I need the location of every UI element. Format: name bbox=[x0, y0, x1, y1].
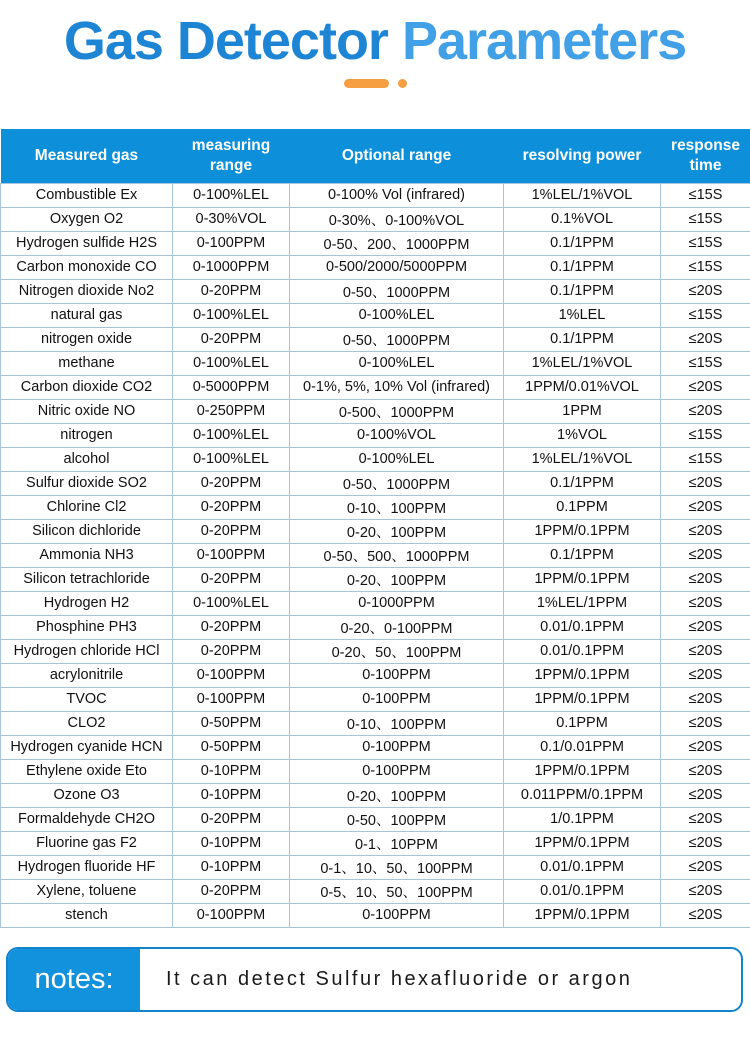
cell-measured-gas: Hydrogen fluoride HF bbox=[1, 855, 173, 879]
cell-resolving-power: 0.01/0.1PPM bbox=[504, 855, 661, 879]
cell-measuring-range: 0-20PPM bbox=[173, 879, 290, 903]
table-row bbox=[1, 639, 750, 663]
cell-response-time: ≤15S bbox=[661, 423, 750, 447]
cell-resolving-power: 0.01/0.1PPM bbox=[504, 615, 661, 639]
cell-resolving-power: 0.011PPM/0.1PPM bbox=[504, 783, 661, 807]
cell-measured-gas: Nitric oxide NO bbox=[1, 399, 173, 423]
cell-resolving-power: 0.1/1PPM bbox=[504, 327, 661, 351]
cell-optional-range: 0-30%、0-100%VOL bbox=[290, 207, 504, 231]
cell-response-time: ≤20S bbox=[661, 591, 750, 615]
cell-measuring-range: 0-10PPM bbox=[173, 855, 290, 879]
cell-measured-gas: Nitrogen dioxide No2 bbox=[1, 279, 173, 303]
cell-resolving-power: 0.1/1PPM bbox=[504, 471, 661, 495]
cell-measured-gas: nitrogen bbox=[1, 423, 173, 447]
cell-optional-range: 0-50、500、1000PPM bbox=[290, 543, 504, 567]
cell-optional-range: 0-500、1000PPM bbox=[290, 399, 504, 423]
table-row bbox=[1, 735, 750, 759]
cell-response-time: ≤20S bbox=[661, 615, 750, 639]
cell-resolving-power: 0.1/0.01PPM bbox=[504, 735, 661, 759]
notes-label: notes: bbox=[8, 949, 140, 1010]
cell-measuring-range: 0-100PPM bbox=[173, 231, 290, 255]
cell-measured-gas: Fluorine gas F2 bbox=[1, 831, 173, 855]
cell-optional-range: 0-1%, 5%, 10% Vol (infrared) bbox=[290, 375, 504, 399]
cell-resolving-power: 1%VOL bbox=[504, 423, 661, 447]
cell-measuring-range: 0-30%VOL bbox=[173, 207, 290, 231]
gas-parameters-table bbox=[0, 129, 750, 928]
cell-measuring-range: 0-100PPM bbox=[173, 687, 290, 711]
table-row bbox=[1, 567, 750, 591]
cell-measured-gas: Ammonia NH3 bbox=[1, 543, 173, 567]
cell-measured-gas: natural gas bbox=[1, 303, 173, 327]
cell-optional-range: 0-50、100PPM bbox=[290, 807, 504, 831]
cell-response-time: ≤20S bbox=[661, 663, 750, 687]
cell-measuring-range: 0-20PPM bbox=[173, 639, 290, 663]
cell-resolving-power: 0.1/1PPM bbox=[504, 255, 661, 279]
cell-response-time: ≤20S bbox=[661, 543, 750, 567]
cell-optional-range: 0-100% Vol (infrared) bbox=[290, 183, 504, 207]
table-row bbox=[1, 447, 750, 471]
cell-response-time: ≤15S bbox=[661, 231, 750, 255]
cell-optional-range: 0-10、100PPM bbox=[290, 495, 504, 519]
cell-resolving-power: 1PPM/0.1PPM bbox=[504, 831, 661, 855]
table-row bbox=[1, 543, 750, 567]
cell-optional-range: 0-1、10PPM bbox=[290, 831, 504, 855]
table-row bbox=[1, 231, 750, 255]
cell-measured-gas: CLO2 bbox=[1, 711, 173, 735]
cell-optional-range: 0-100PPM bbox=[290, 759, 504, 783]
cell-measured-gas: Carbon dioxide CO2 bbox=[1, 375, 173, 399]
cell-measuring-range: 0-100%LEL bbox=[173, 423, 290, 447]
column-header-measuring-range: measuring range bbox=[173, 129, 290, 183]
cell-measured-gas: acrylonitrile bbox=[1, 663, 173, 687]
cell-measuring-range: 0-100%LEL bbox=[173, 183, 290, 207]
page-title-part-1: Gas Detector bbox=[63, 11, 388, 71]
table-row bbox=[1, 591, 750, 615]
cell-response-time: ≤20S bbox=[661, 783, 750, 807]
page-title-part-2: Parameters bbox=[401, 11, 687, 71]
table-row bbox=[1, 711, 750, 735]
cell-response-time: ≤20S bbox=[661, 855, 750, 879]
cell-measuring-range: 0-20PPM bbox=[173, 471, 290, 495]
cell-response-time: ≤20S bbox=[661, 807, 750, 831]
cell-measured-gas: Hydrogen chloride HCl bbox=[1, 639, 173, 663]
cell-optional-range: 0-20、0-100PPM bbox=[290, 615, 504, 639]
cell-resolving-power: 1PPM/0.1PPM bbox=[504, 663, 661, 687]
cell-optional-range: 0-1、10、50、100PPM bbox=[290, 855, 504, 879]
cell-optional-range: 0-100PPM bbox=[290, 663, 504, 687]
cell-resolving-power: 0.1/1PPM bbox=[504, 279, 661, 303]
cell-measuring-range: 0-100%LEL bbox=[173, 591, 290, 615]
cell-measured-gas: Xylene, toluene bbox=[1, 879, 173, 903]
table-row bbox=[1, 831, 750, 855]
cell-response-time: ≤20S bbox=[661, 567, 750, 591]
cell-measuring-range: 0-250PPM bbox=[173, 399, 290, 423]
cell-optional-range: 0-10、100PPM bbox=[290, 711, 504, 735]
table-row bbox=[1, 183, 750, 207]
cell-measured-gas: Phosphine PH3 bbox=[1, 615, 173, 639]
table-row bbox=[1, 687, 750, 711]
cell-resolving-power: 0.01/0.1PPM bbox=[504, 639, 661, 663]
cell-measured-gas: methane bbox=[1, 351, 173, 375]
cell-resolving-power: 1PPM/0.1PPM bbox=[504, 567, 661, 591]
table-row bbox=[1, 255, 750, 279]
cell-measuring-range: 0-10PPM bbox=[173, 759, 290, 783]
cell-resolving-power: 1/0.1PPM bbox=[504, 807, 661, 831]
cell-measured-gas: Ethylene oxide Eto bbox=[1, 759, 173, 783]
cell-optional-range: 0-100PPM bbox=[290, 735, 504, 759]
cell-measuring-range: 0-1000PPM bbox=[173, 255, 290, 279]
cell-optional-range: 0-100%LEL bbox=[290, 351, 504, 375]
cell-response-time: ≤15S bbox=[661, 447, 750, 471]
cell-measured-gas: nitrogen oxide bbox=[1, 327, 173, 351]
column-header-resolving-power: resolving power bbox=[504, 129, 661, 183]
column-header-response-time: response time bbox=[661, 129, 750, 183]
cell-response-time: ≤15S bbox=[661, 303, 750, 327]
cell-response-time: ≤20S bbox=[661, 687, 750, 711]
title-underline bbox=[0, 78, 750, 88]
cell-resolving-power: 0.1/1PPM bbox=[504, 543, 661, 567]
cell-response-time: ≤20S bbox=[661, 735, 750, 759]
cell-resolving-power: 1%LEL bbox=[504, 303, 661, 327]
cell-resolving-power: 0.1PPM bbox=[504, 495, 661, 519]
table-row bbox=[1, 759, 750, 783]
table-row bbox=[1, 807, 750, 831]
cell-measured-gas: Oxygen O2 bbox=[1, 207, 173, 231]
cell-response-time: ≤20S bbox=[661, 399, 750, 423]
cell-optional-range: 0-500/2000/5000PPM bbox=[290, 255, 504, 279]
cell-measuring-range: 0-20PPM bbox=[173, 495, 290, 519]
cell-resolving-power: 1%LEL/1%VOL bbox=[504, 351, 661, 375]
cell-optional-range: 0-50、1000PPM bbox=[290, 327, 504, 351]
cell-response-time: ≤15S bbox=[661, 183, 750, 207]
table-row bbox=[1, 855, 750, 879]
cell-optional-range: 0-50、1000PPM bbox=[290, 471, 504, 495]
table-row bbox=[1, 903, 750, 927]
cell-measuring-range: 0-100%LEL bbox=[173, 303, 290, 327]
page-title bbox=[0, 10, 750, 72]
cell-response-time: ≤15S bbox=[661, 207, 750, 231]
cell-measured-gas: Sulfur dioxide SO2 bbox=[1, 471, 173, 495]
cell-optional-range: 0-20、50、100PPM bbox=[290, 639, 504, 663]
table-row bbox=[1, 279, 750, 303]
table-row bbox=[1, 879, 750, 903]
cell-measuring-range: 0-20PPM bbox=[173, 807, 290, 831]
table-row bbox=[1, 375, 750, 399]
table-row bbox=[1, 351, 750, 375]
cell-response-time: ≤20S bbox=[661, 279, 750, 303]
cell-measured-gas: Chlorine Cl2 bbox=[1, 495, 173, 519]
table-body bbox=[1, 183, 750, 927]
table-header-row bbox=[1, 129, 750, 183]
cell-response-time: ≤20S bbox=[661, 375, 750, 399]
cell-response-time: ≤20S bbox=[661, 711, 750, 735]
cell-resolving-power: 0.1PPM bbox=[504, 711, 661, 735]
cell-measured-gas: alcohol bbox=[1, 447, 173, 471]
cell-measuring-range: 0-20PPM bbox=[173, 279, 290, 303]
cell-measuring-range: 0-20PPM bbox=[173, 519, 290, 543]
title-underline-pill-accent bbox=[344, 79, 389, 88]
cell-measuring-range: 0-50PPM bbox=[173, 735, 290, 759]
column-header-measured-gas: Measured gas bbox=[1, 129, 173, 183]
cell-resolving-power: 1%LEL/1%VOL bbox=[504, 183, 661, 207]
cell-optional-range: 0-50、1000PPM bbox=[290, 279, 504, 303]
cell-measuring-range: 0-100PPM bbox=[173, 543, 290, 567]
table-row bbox=[1, 663, 750, 687]
table-row bbox=[1, 399, 750, 423]
cell-optional-range: 0-20、100PPM bbox=[290, 519, 504, 543]
cell-resolving-power: 1PPM/0.1PPM bbox=[504, 759, 661, 783]
cell-measuring-range: 0-20PPM bbox=[173, 327, 290, 351]
cell-measured-gas: Combustible Ex bbox=[1, 183, 173, 207]
cell-resolving-power: 0.1/1PPM bbox=[504, 231, 661, 255]
cell-measuring-range: 0-100PPM bbox=[173, 663, 290, 687]
cell-measuring-range: 0-100%LEL bbox=[173, 447, 290, 471]
column-header-optional-range: Optional range bbox=[290, 129, 504, 183]
cell-response-time: ≤20S bbox=[661, 639, 750, 663]
cell-measuring-range: 0-50PPM bbox=[173, 711, 290, 735]
cell-response-time: ≤15S bbox=[661, 255, 750, 279]
cell-resolving-power: 1PPM/0.1PPM bbox=[504, 519, 661, 543]
cell-response-time: ≤20S bbox=[661, 495, 750, 519]
cell-response-time: ≤20S bbox=[661, 327, 750, 351]
cell-optional-range: 0-1000PPM bbox=[290, 591, 504, 615]
cell-resolving-power: 1%LEL/1PPM bbox=[504, 591, 661, 615]
cell-optional-range: 0-20、100PPM bbox=[290, 567, 504, 591]
cell-measured-gas: Ozone O3 bbox=[1, 783, 173, 807]
table-row bbox=[1, 783, 750, 807]
table-row bbox=[1, 303, 750, 327]
cell-response-time: ≤20S bbox=[661, 471, 750, 495]
cell-measuring-range: 0-100%LEL bbox=[173, 351, 290, 375]
title-section bbox=[0, 0, 750, 88]
cell-measuring-range: 0-5000PPM bbox=[173, 375, 290, 399]
cell-response-time: ≤20S bbox=[661, 831, 750, 855]
cell-measured-gas: Hydrogen H2 bbox=[1, 591, 173, 615]
cell-measuring-range: 0-10PPM bbox=[173, 783, 290, 807]
cell-optional-range: 0-100%LEL bbox=[290, 303, 504, 327]
cell-measured-gas: Silicon tetrachloride bbox=[1, 567, 173, 591]
cell-measuring-range: 0-100PPM bbox=[173, 903, 290, 927]
cell-resolving-power: 0.01/0.1PPM bbox=[504, 879, 661, 903]
cell-response-time: ≤20S bbox=[661, 903, 750, 927]
table-row bbox=[1, 423, 750, 447]
cell-optional-range: 0-100%VOL bbox=[290, 423, 504, 447]
cell-response-time: ≤20S bbox=[661, 519, 750, 543]
title-underline-dot-accent bbox=[398, 79, 407, 88]
cell-response-time: ≤15S bbox=[661, 351, 750, 375]
table-row bbox=[1, 471, 750, 495]
cell-measured-gas: Carbon monoxide CO bbox=[1, 255, 173, 279]
cell-resolving-power: 1PPM/0.1PPM bbox=[504, 687, 661, 711]
cell-resolving-power: 0.1%VOL bbox=[504, 207, 661, 231]
cell-measured-gas: Hydrogen sulfide H2S bbox=[1, 231, 173, 255]
cell-optional-range: 0-5、10、50、100PPM bbox=[290, 879, 504, 903]
table-row bbox=[1, 327, 750, 351]
cell-optional-range: 0-20、100PPM bbox=[290, 783, 504, 807]
notes-text: It can detect Sulfur hexafluoride or argon bbox=[166, 967, 633, 990]
cell-measured-gas: TVOC bbox=[1, 687, 173, 711]
table-row bbox=[1, 519, 750, 543]
cell-optional-range: 0-100PPM bbox=[290, 687, 504, 711]
cell-measured-gas: Formaldehyde CH2O bbox=[1, 807, 173, 831]
table-row bbox=[1, 207, 750, 231]
cell-measured-gas: stench bbox=[1, 903, 173, 927]
cell-response-time: ≤20S bbox=[661, 879, 750, 903]
notes-section bbox=[6, 947, 743, 1012]
cell-optional-range: 0-100PPM bbox=[290, 903, 504, 927]
cell-measuring-range: 0-20PPM bbox=[173, 615, 290, 639]
cell-measured-gas: Hydrogen cyanide HCN bbox=[1, 735, 173, 759]
cell-measured-gas: Silicon dichloride bbox=[1, 519, 173, 543]
cell-measuring-range: 0-10PPM bbox=[173, 831, 290, 855]
cell-resolving-power: 1%LEL/1%VOL bbox=[504, 447, 661, 471]
cell-optional-range: 0-50、200、1000PPM bbox=[290, 231, 504, 255]
cell-resolving-power: 1PPM/0.01%VOL bbox=[504, 375, 661, 399]
table-row bbox=[1, 495, 750, 519]
cell-optional-range: 0-100%LEL bbox=[290, 447, 504, 471]
cell-measuring-range: 0-20PPM bbox=[173, 567, 290, 591]
cell-resolving-power: 1PPM/0.1PPM bbox=[504, 903, 661, 927]
table-row bbox=[1, 615, 750, 639]
cell-resolving-power: 1PPM bbox=[504, 399, 661, 423]
cell-response-time: ≤20S bbox=[661, 759, 750, 783]
